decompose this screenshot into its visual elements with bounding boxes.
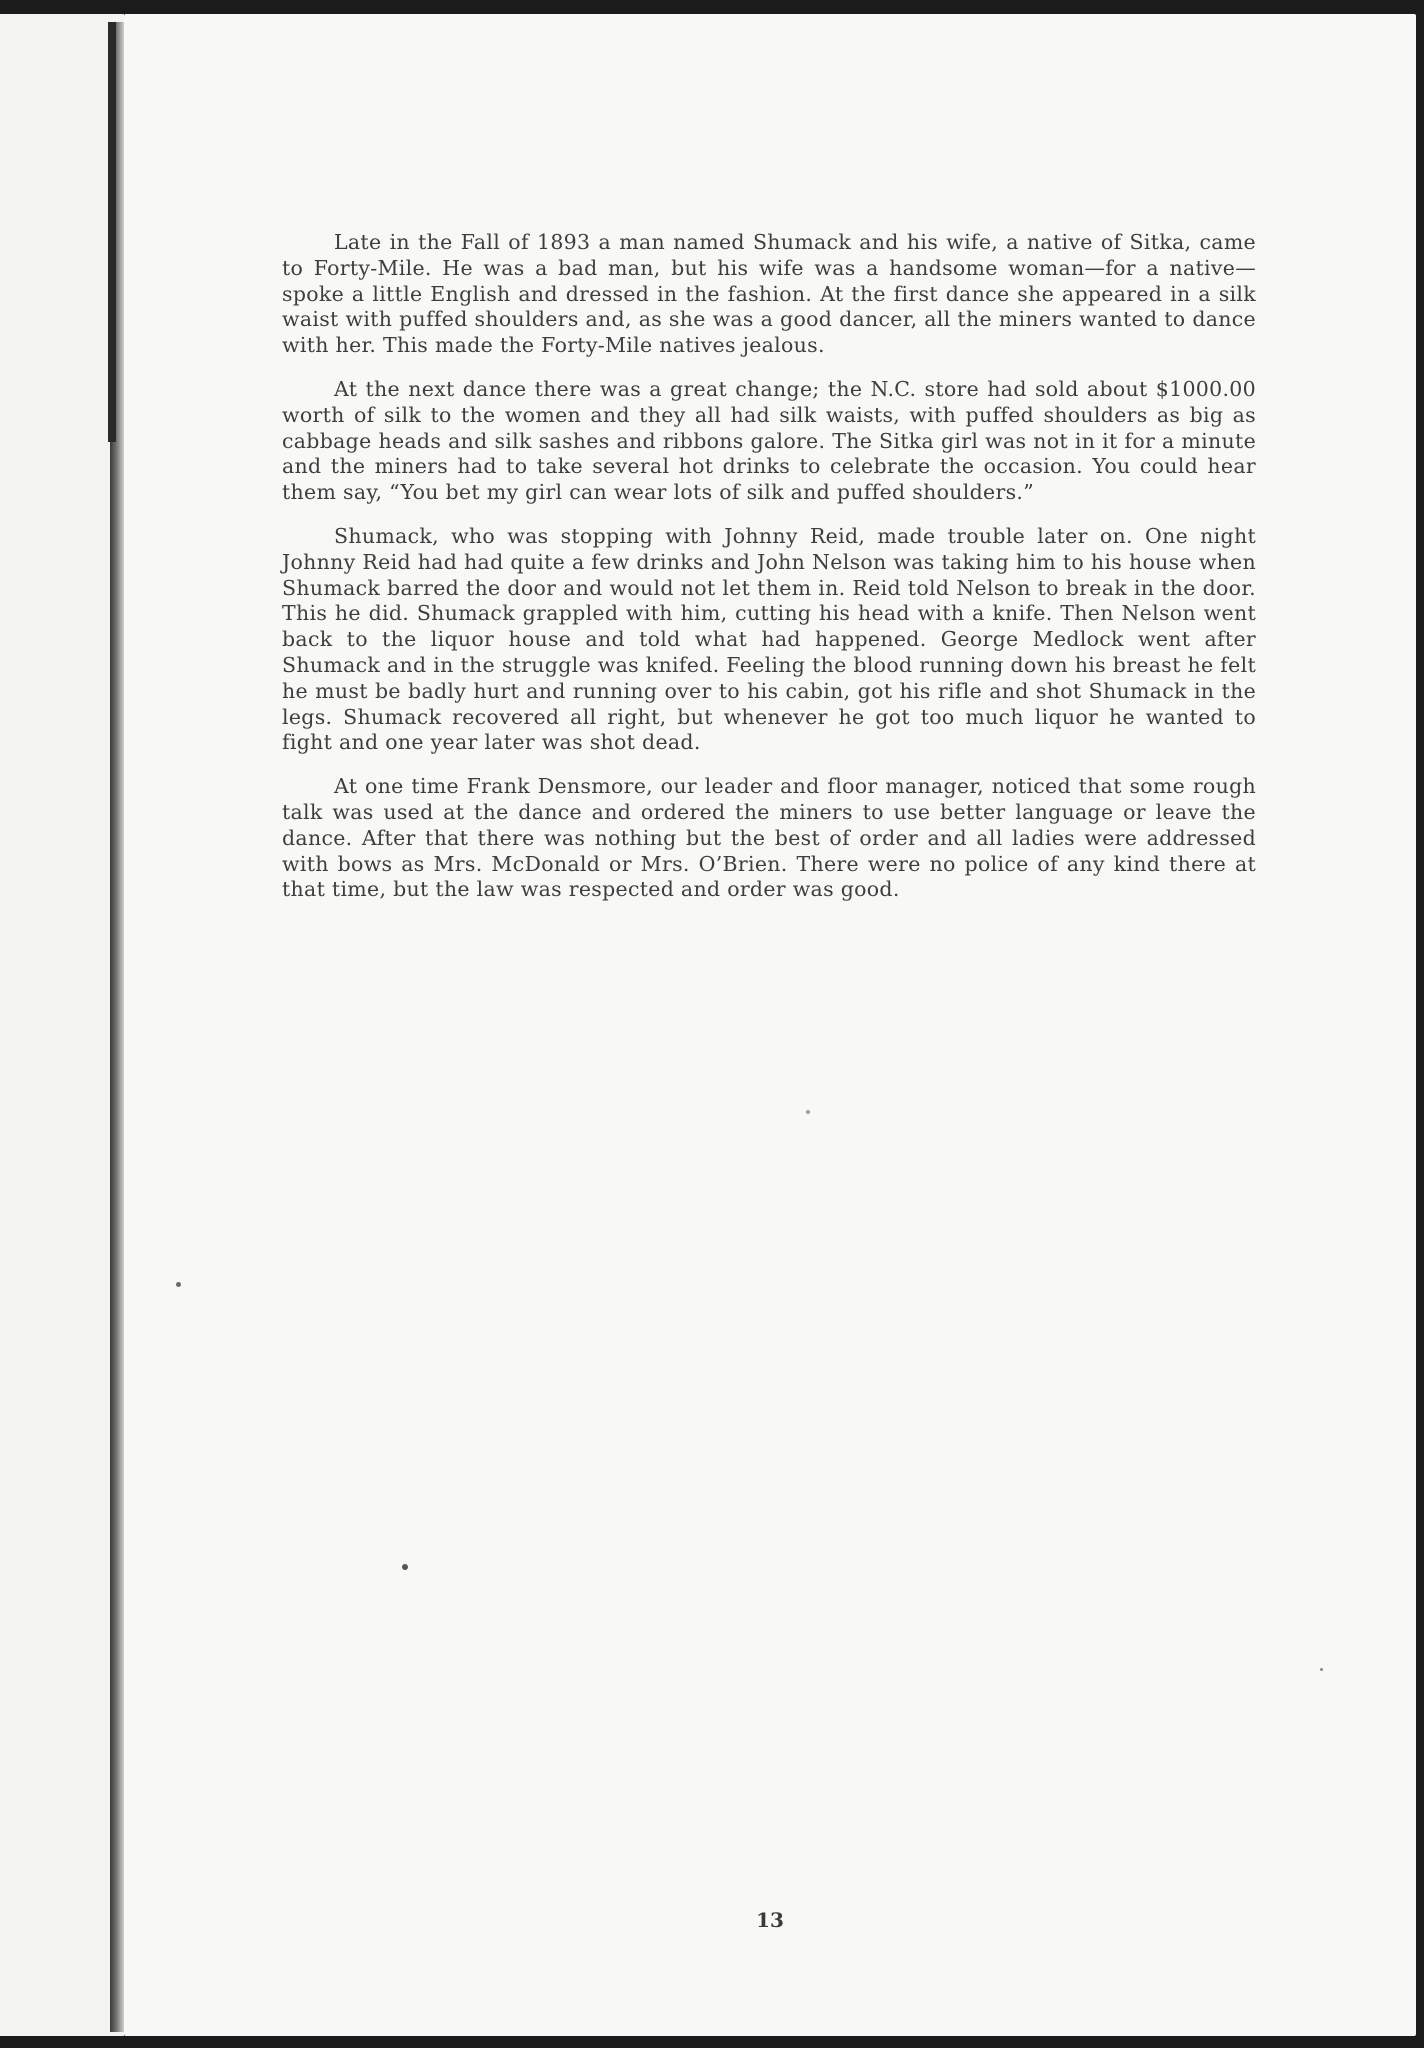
book-gutter-dark-band	[108, 22, 116, 442]
page-number: 13	[756, 1908, 784, 1932]
paragraph-1: Late in the Fall of 1893 a man named Shumack and his wife, a native of Sitka, came to Forty-Mile. He was a bad man, but his wife was a handsome woman—for a native—spoke a little English and dressed in the fashion. At the first dance she appeared in a silk waist with puffed shoulders and, as she was a good dancer, all the miners wanted to dance with her. This made the Forty-Mile natives jealous.	[282, 230, 1256, 358]
dust-speck	[806, 1110, 810, 1114]
paragraph-4: At one time Frank Densmore, our leader and floor manager, noticed that some rough talk was used at the dance and ordered the miners to use better language or leave the dance. After that there was nothing but the best of order and all ladies were addressed with bows as Mrs. McDonald or Mrs. O’Brien. There were no police of any kind there at that time, but the law was respected and order was good.	[282, 774, 1256, 902]
body-text	[282, 230, 1256, 921]
previous-page-edge	[0, 14, 124, 2036]
page-sheet	[124, 14, 1416, 2036]
dust-speck	[1320, 1668, 1323, 1671]
dust-speck	[176, 1282, 181, 1287]
paragraph-3: Shumack, who was stopping with Johnny Reid, made trouble later on. One night Johnny Reid had had quite a few drinks and John Nelson was taking him to his house when Shumack barred the door and would not let them in. Reid told Nelson to break in the door. This he did. Shumack grappled with him, cutting his head with a knife. Then Nelson went back to the liquor house and told what had happened. George Medlock went after Shumack and in the struggle was knifed. Feeling the blood running down his breast he felt he must be badly hurt and running over to his cabin, got his rifle and shot Shumack in the legs. Shumack recovered all right, but whenever he got too much liquor he wanted to fight and one year later was shot dead.	[282, 523, 1256, 755]
dust-speck	[402, 1564, 408, 1570]
paragraph-2: At the next dance there was a great change; the N.C. store had sold about $1000.00 worth of silk to the women and they all had silk waists, with puffed shoulders as big as cabbage heads and silk sashes and ribbons galore. The Sitka girl was not in it for a minute and the miners had to take several hot drinks to celebrate the occasion. You could hear them say, “You bet my girl can wear lots of silk and puffed shoulders.”	[282, 376, 1256, 505]
